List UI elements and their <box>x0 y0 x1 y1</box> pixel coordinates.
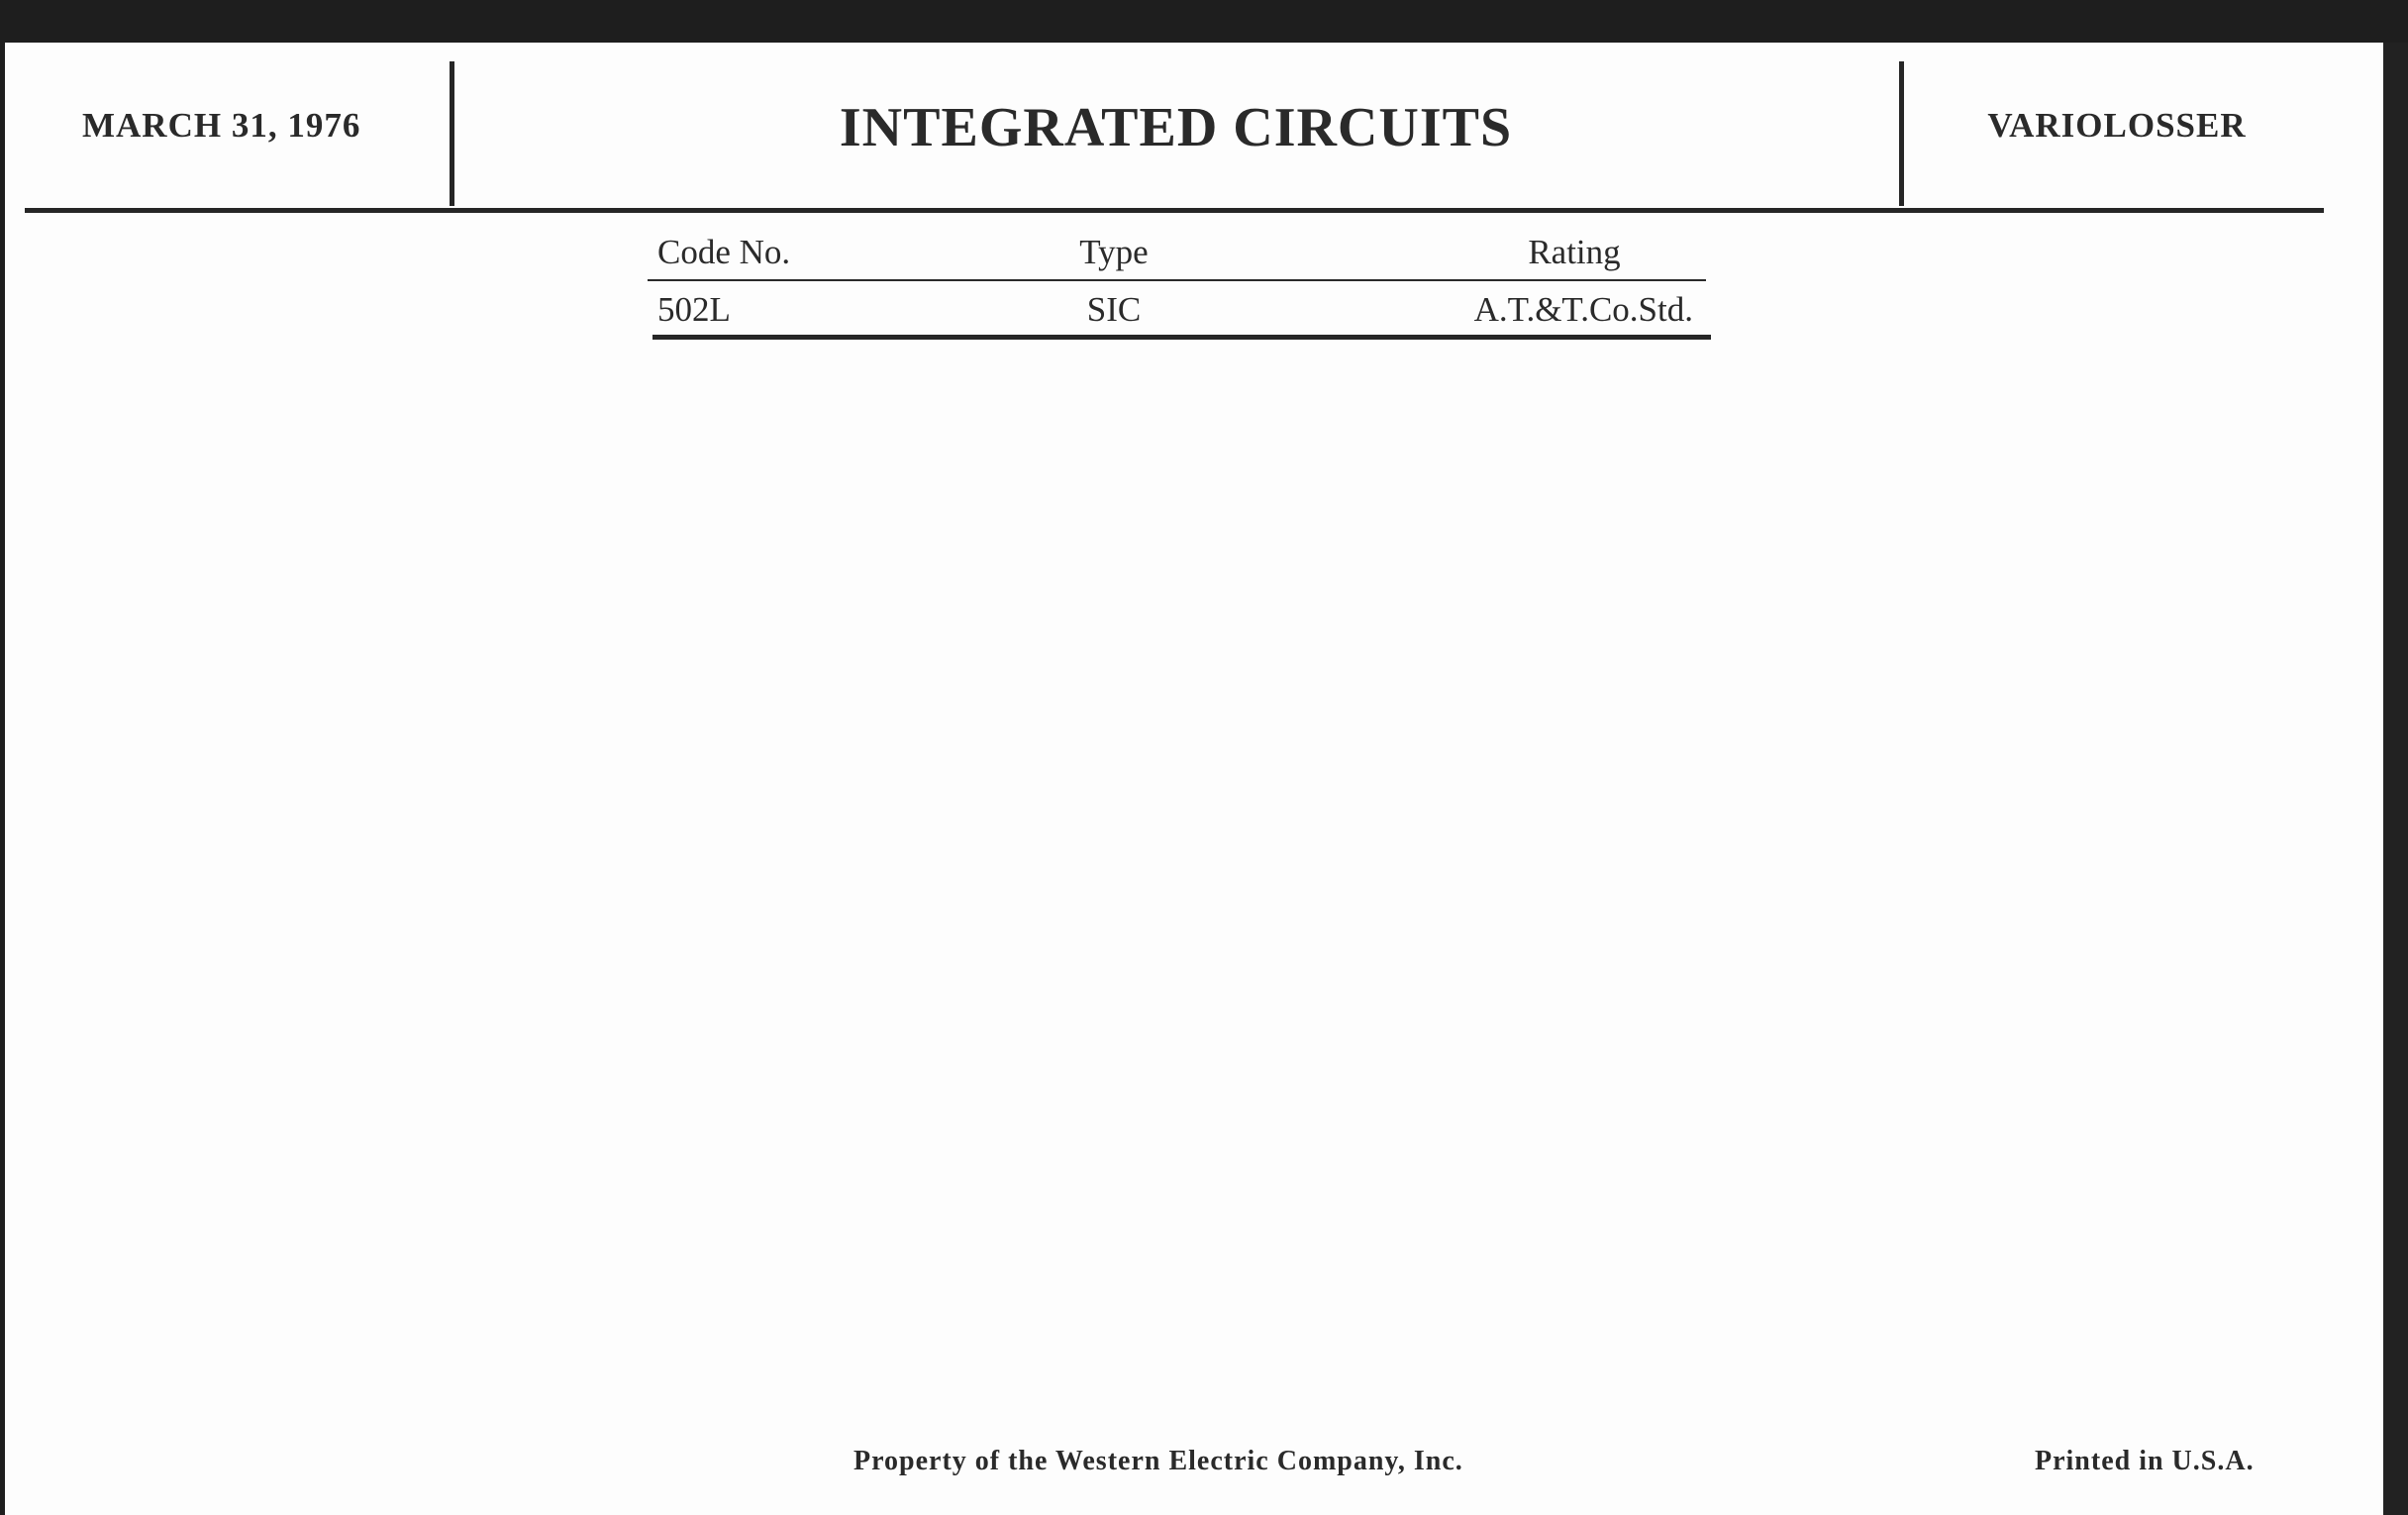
footer-property-notice: Property of the Western Electric Company, Inc. <box>853 1446 1463 1476</box>
card-product-name: VARIOLOSSER <box>1987 106 2247 145</box>
card-edge-shadow <box>2383 43 2408 1515</box>
column-header-rating: Rating <box>1528 233 1621 271</box>
column-header-type: Type <box>1079 233 1149 271</box>
footer-printed-notice: Printed in U.S.A. <box>2035 1446 2255 1476</box>
table-cell-code: 502L <box>657 290 731 329</box>
table-cell-type: SIC <box>1086 290 1142 329</box>
table-cell-rating: A.T.&T.Co.Std. <box>1473 290 1693 329</box>
card-title: INTEGRATED CIRCUITS <box>839 97 1513 158</box>
table-header-rule <box>648 279 1706 281</box>
card-date: MARCH 31, 1976 <box>82 106 361 145</box>
header-divider-left <box>450 61 454 206</box>
header-rule <box>25 208 2324 213</box>
table-bottom-rule <box>652 335 1711 340</box>
column-header-code: Code No. <box>657 233 791 271</box>
